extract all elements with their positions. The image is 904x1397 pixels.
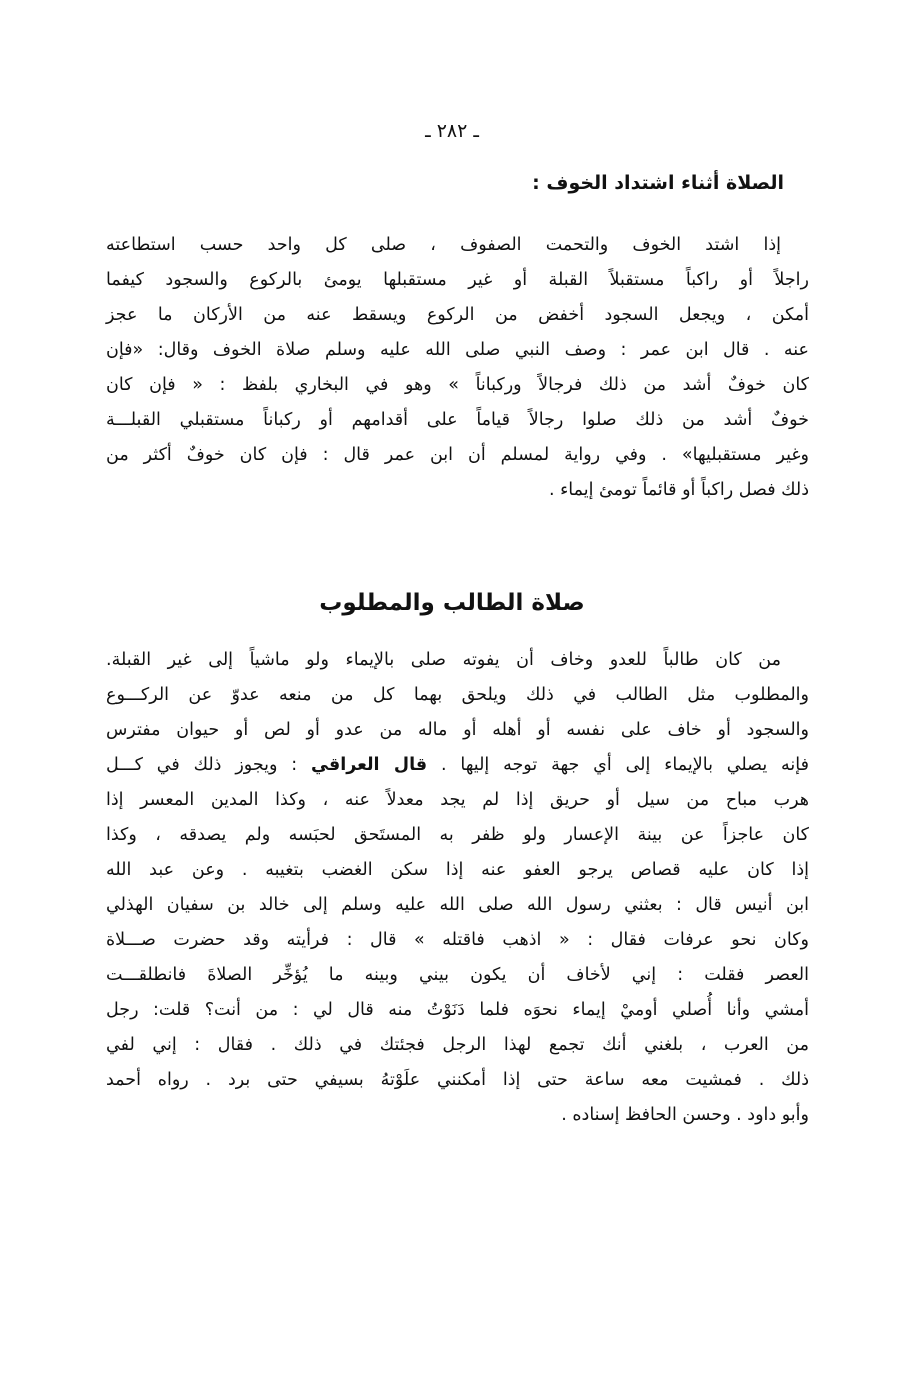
text-line: العصر فقلت : إني لأخاف أن يكون بيني وبينه ما يُؤخِّر الصلاةَ فانطلقـــت	[106, 965, 809, 985]
section-heading-seeker-sought: صلاة الطالب والمطلوب	[319, 590, 585, 616]
text-line	[106, 748, 809, 783]
bold-speaker: قال العراقي	[311, 755, 428, 775]
page-number: ـ ٢٨٢ ـ	[425, 120, 479, 142]
text-line: والسجود أو خاف على نفسه أو أهله أو ماله من عدو أو لص أو حيوان مفترس	[106, 720, 809, 740]
text-line: وأبو داود . وحسن الحافظ إسناده .	[561, 1105, 809, 1125]
text-line: كان خوفٌ أشد من ذلك فرجالاً وركباناً » وهو في البخاري بلفظ : « فإن كان	[106, 375, 809, 395]
text-line: وكان نحو عرفات فقال : « اذهب فاقتله » قال : فرأيته وقد حضرت صـــلاة	[106, 930, 809, 950]
text-line: والمطلوب مثل الطالب في ذلك ويلحق بهما كل من منعه عدوّ عن الركـــوع	[106, 685, 809, 705]
text-line: ذلك . فمشيت معه ساعة حتى إذا أمكنني علَوْتهُ بسيفي حتى برد . رواه أحمد	[106, 1070, 809, 1090]
text-line: خوفٌ أشد من ذلك صلوا رجالاً قياماً على أقدامهم أو ركباناً مستقبلي القبلـــة	[106, 410, 809, 430]
text-line: إذا كان عليه قصاص يرجو العفو عنه إذا سكن الغضب بتغيبه . وعن عبد الله	[106, 860, 809, 880]
text-line: كان عاجزاً عن بينة الإعسار ولو ظفر به المستَحق لحبَسه ولم يصدقه ، وكذا	[106, 825, 809, 845]
text-line: وغير مستقبليها» . وفي رواية لمسلم أن ابن عمر قال : فإن كان خوفٌ أكثر من	[106, 445, 809, 465]
text-line: أمشي وأنا أُصلي أوميْ إيماء نحوَه فلما دَنَوْتُ منه قال لي : من أنت؟ قلت: رجل	[106, 1000, 809, 1020]
text-line: من العرب ، بلغني أنك تجمع لهذا الرجل فجئتك في ذلك . فقال : إني لفي	[106, 1035, 809, 1055]
text-segment: فإنه يصلي بالإيماء إلى أي جهة توجه إليها .	[440, 755, 809, 775]
section-heading-fear-prayer: الصلاة أثناء اشتداد الخوف :	[532, 172, 784, 194]
text-line: عنه . قال ابن عمر : وصف النبي صلى الله عليه وسلم صلاة الخوف وقال: «فإن	[106, 340, 809, 360]
text-line: أمكن ، ويجعل السجود أخفض من الركوع ويسقط عنه من الأركان ما عجز	[106, 305, 809, 325]
text-line: راجلاً أو راكباً مستقبلاً القبلة أو غير مستقبلها يومئ بالركوع والسجود كيفما	[106, 270, 809, 290]
text-segment: : ويجوز ذلك في كـــل	[106, 755, 298, 775]
paragraph-seeker-sought	[106, 643, 809, 1133]
text-line: من كان طالباً للعدو وخاف أن يفوته صلى بالإيماء ولو ماشياً إلى غير القبلة.	[106, 650, 781, 670]
text-line: ذلك فصل راكباً أو قائماً تومئ إيماء .	[548, 480, 809, 500]
text-line: إذا اشتد الخوف والتحمت الصفوف ، صلى كل واحد حسب استطاعته	[106, 235, 781, 255]
paragraph-fear-prayer	[106, 228, 809, 508]
text-line: هرب مباح من سيل أو حريق إذا لم يجد معدلاً عنه ، وكذا المدين المعسر إذا	[106, 790, 809, 810]
text-line: ابن أنيس قال : بعثني رسول الله صلى الله عليه وسلم إلى خالد بن سفيان الهذلي	[106, 895, 809, 915]
